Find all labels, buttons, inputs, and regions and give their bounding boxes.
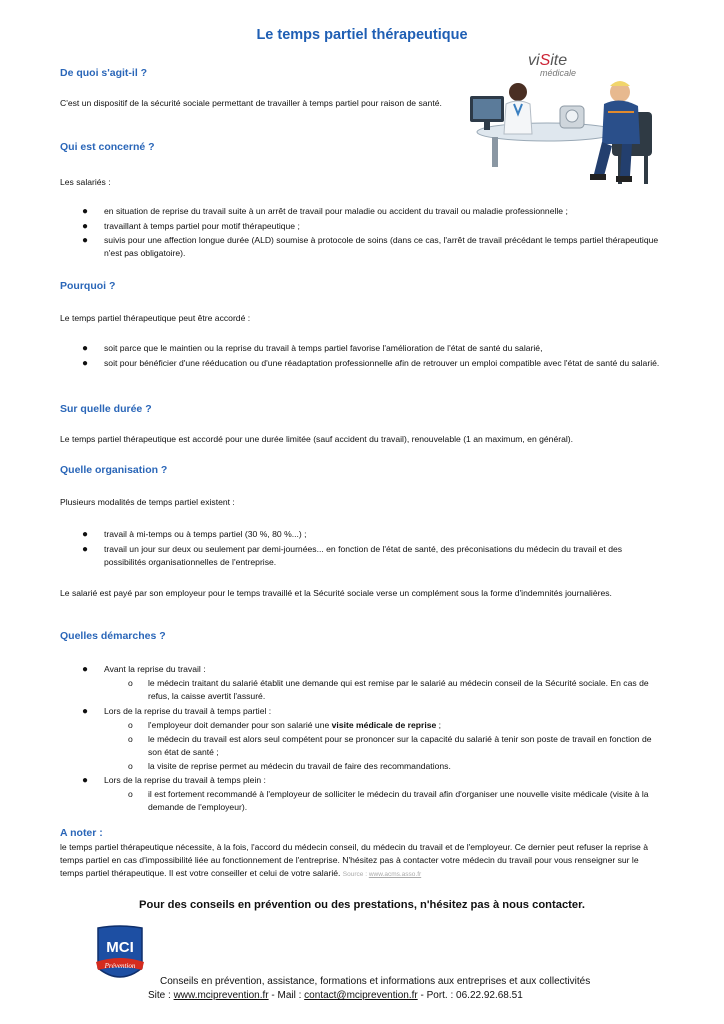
text-organisation-intro: Plusieurs modalités de temps partiel existent : (60, 497, 235, 507)
footer-tagline: Conseils en prévention, assistance, formations et informations aux entreprises et aux collectivités (160, 976, 591, 987)
list-item-text: Avant la reprise du travail : (104, 664, 206, 674)
sub-list-item-text (148, 719, 664, 732)
footer-site-link[interactable]: www.mciprevention.fr (173, 990, 269, 1001)
note-body: le temps partiel thérapeutique nécessite, à la fois, l'accord du médecin conseil, du médecin du travail et de l'employeur. Ce dernier peut refuser la reprise à temps partiel en cas d'impossibilité liée au fonctionnement de l'entreprise. N'hésitez pas à contacter votre médecin du travail pour vous renseigner sur le temps partiel thérapeutique. Il est votre conseiller et celui de votre salarié. (60, 842, 648, 878)
bullet-icon: ● (82, 221, 89, 232)
text-what-is-it: C'est un dispositif de la sécurité sociale permettant de travailler à temps partiel pour raison de santé. (60, 98, 442, 108)
contact-call-to-action: Pour des conseils en prévention ou des prestations, n'hésitez pas à nous contacter. (139, 899, 585, 911)
sub-text-a: l'employeur doit demander pour son salarié une (148, 720, 332, 730)
bullet-icon: ● (82, 343, 89, 354)
circle-bullet-icon: o (128, 720, 133, 730)
list-item-text: travail à mi-temps ou à temps partiel (30 %, 80 %...) ; (104, 529, 307, 539)
footer-phone: - Port. : 06.22.92.68.51 (417, 990, 523, 1001)
mci-prevention-logo (92, 924, 148, 988)
circle-bullet-icon: o (128, 789, 133, 799)
bullet-icon: ● (82, 664, 89, 675)
visite-medicale-subtitle: médicale (540, 68, 577, 78)
sub-list-item-text: la visite de reprise permet au médecin du travail de faire des recommandations. (148, 761, 451, 771)
heading-duration: Sur quelle durée ? (60, 403, 152, 415)
heading-who-is-concerned: Qui est concerné ? (60, 141, 155, 153)
list-item-text: suivis pour une affection longue durée (ALD) soumise à protocole de soins (dans ce cas, l'arrêt de travail précédant le temps partiel thérapeutique n'est pas obligatoire). (104, 235, 659, 258)
list-item-text: travail un jour sur deux ou seulement par demi-journées... en fonction de l'état de santé, des préconisations du médecin du travail et des possibilités organisationnelles de l'entreprise. (104, 544, 623, 567)
heading-what-is-it: De quoi s'agit-il ? (60, 67, 148, 79)
medical-visit-illustration (462, 52, 664, 188)
list-item-text: travaillant à temps partiel pour motif thérapeutique ; (104, 221, 300, 231)
source-credit (343, 871, 421, 878)
sub-list-item-text: le médecin du travail est alors seul compétent pour se prononcer sur la capacité du salarié à tenir son poste de travail en fonction de son état de santé ; (148, 734, 652, 757)
text-who-intro: Les salariés : (60, 177, 111, 187)
source-label: Source : (342, 871, 369, 878)
logo-text-a: vi (528, 52, 540, 69)
bullet-icon: ● (82, 206, 89, 217)
heading-procedures: Quelles démarches ? (60, 630, 166, 642)
bullet-icon: ● (82, 706, 89, 717)
list-item-text: soit parce que le maintien ou la reprise du travail à temps partiel favorise l'amélioration de l'état de santé du salarié, (104, 343, 543, 353)
text-note (60, 841, 664, 881)
bullet-icon: ● (82, 358, 89, 369)
circle-bullet-icon: o (128, 761, 133, 771)
list-item-text: Lors de la reprise du travail à temps plein : (104, 775, 266, 785)
sub-text-c: ; (436, 720, 442, 730)
circle-bullet-icon: o (128, 734, 133, 744)
text-payment: Le salarié est payé par son employeur pour le temps travaillé et la Sécurité sociale verse un complément sous la forme d'indemnités journalières. (60, 588, 612, 598)
bullet-icon: ● (82, 529, 89, 540)
sub-list-item-text: le médecin traitant du salarié établit une demande qui est remise par le salarié au médecin conseil de la Sécurité sociale. En cas de refus, la caisse avertit l'assuré. (148, 678, 649, 701)
footer-site-label: Site : (148, 990, 174, 1001)
mci-logo-sub: Prévention (104, 962, 136, 970)
heading-organisation: Quelle organisation ? (60, 464, 168, 476)
visite-reprise-bold: visite médicale de reprise (331, 720, 437, 730)
logo-text-b: ite (550, 52, 568, 69)
bullet-icon: ● (82, 235, 89, 246)
document-title: Le temps partiel thérapeutique (256, 27, 468, 43)
footer-mail-label: - Mail : (268, 990, 305, 1001)
circle-bullet-icon: o (128, 678, 133, 688)
sub-list-item-text: il est fortement recommandé à l'employeur de solliciter le médecin du travail afin d'organiser une nouvelle visite médicale (visite à la demande de l'employeur). (148, 789, 649, 812)
heading-note: A noter : (60, 827, 103, 839)
footer-contact (148, 990, 523, 1001)
bullet-icon: ● (82, 775, 89, 786)
list-item-text: soit pour bénéficier d'une rééducation ou d'une réadaptation professionnelle afin de retrouver un emploi compatible avec l'état de santé du salarié. (104, 358, 660, 368)
text-duration: Le temps partiel thérapeutique est accordé pour une durée limitée (sauf accident du travail), renouvelable (1 an maximum, en général). (60, 434, 574, 444)
list-item-text: en situation de reprise du travail suite à un arrêt de travail pour maladie ou accident du travail ou maladie professionnelle ; (104, 206, 568, 216)
heading-why: Pourquoi ? (60, 280, 116, 292)
logo-text-s: S (539, 52, 551, 69)
list-item-text: Lors de la reprise du travail à temps partiel : (104, 706, 272, 716)
mci-logo-name: MCI (106, 939, 134, 956)
text-why-intro: Le temps partiel thérapeutique peut être accordé : (60, 313, 251, 323)
footer-mail-link[interactable]: contact@mciprevention.fr (304, 990, 418, 1001)
source-link[interactable]: www.acms.asso.fr (368, 871, 422, 878)
bullet-icon: ● (82, 544, 89, 555)
